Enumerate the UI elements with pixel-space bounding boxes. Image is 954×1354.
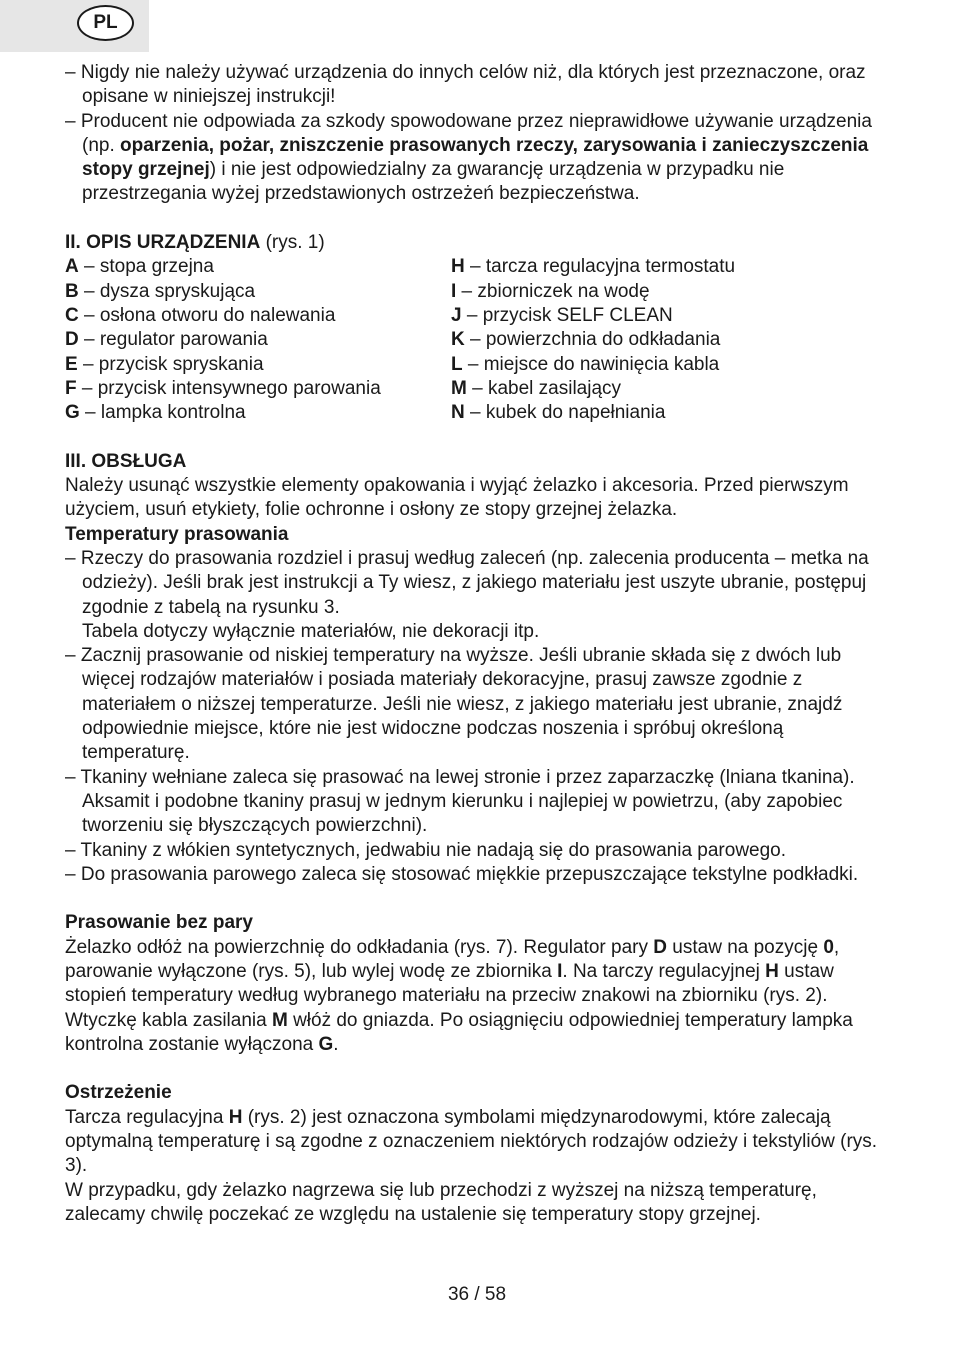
intro-bullet-2: – Producent nie odpowiada za szkody spowodowane przez nieprawidłowe używanie urządzenia (np. oparzenia, pożar, zniszczenie prasowanych rzeczy, zarysowania i zanieczyszczenia stopy grzejnej) i nie jest odpowiedzialny za gwarancję urządzenia w przypadku nie przestrzegania wyżej przedstawionych ostrzeżeń bezpieczeństwa. — [65, 110, 872, 205]
part-item — [65, 377, 451, 401]
part-letter: I — [451, 280, 457, 302]
text-segment: ustaw na pozycję — [667, 936, 824, 958]
dry-ironing-heading: Prasowanie bez pary — [65, 912, 253, 934]
part-description: – zbiorniczek na wodę — [456, 280, 650, 302]
part-description: – przycisk spryskania — [77, 353, 264, 375]
part-item — [451, 328, 895, 352]
part-description: – miejsce do nawinięcia kabla — [462, 353, 720, 375]
part-letter: G — [65, 402, 80, 424]
text-segment: . — [333, 1033, 339, 1055]
part-item — [451, 255, 895, 279]
part-letter: D — [65, 329, 79, 351]
text-segment: , parowanie wyłączone (rys. 5), lub wylej wodę ze zbiornika — [65, 936, 840, 982]
warning-text-1: Tarcza regulacyjna H (rys. 2) jest oznaczona symbolami międzynarodowymi, które zalecają optymalną temperaturę i są zgodne z oznaczeniem niektórych rodzajów odzieży i tekstyliów (rys. 3). — [65, 1106, 878, 1177]
part-description: – osłona otworu do nalewania — [78, 304, 336, 326]
language-badge: PL — [77, 5, 134, 41]
part-item — [65, 401, 451, 425]
part-letter: A — [65, 256, 79, 278]
parts-list — [65, 255, 895, 425]
ironing-temperatures-heading: Temperatury prasowania — [65, 523, 289, 545]
part-letter: L — [451, 353, 463, 375]
section3-intro: Należy usunąć wszystkie elementy opakowania i wyjąć żelazko i akcesoria. Przed pierwszym użyciem, usuń etykiety, folie ochronne i osłony ze stopy grzejnej żelazka. — [65, 475, 849, 521]
part-description: – przycisk SELF CLEAN — [461, 304, 673, 326]
part-item — [451, 280, 895, 304]
part-description: – dysza spryskująca — [78, 280, 256, 302]
part-reference: G — [318, 1033, 334, 1055]
part-reference: 0 — [823, 936, 834, 958]
part-item — [451, 304, 895, 328]
part-description: – tarcza regulacyjna termostatu — [464, 256, 736, 278]
part-description: – regulator parowania — [78, 329, 268, 351]
warning-text-2: W przypadku, gdy żelazko nagrzewa się lub przechodzi z wyższej na niższą temperaturę, zalecamy chwilę poczekać ze względu na ustalenie się temperatury stopy grzejnej. — [65, 1179, 817, 1225]
part-letter: H — [451, 256, 465, 278]
temp-bullet-5: – Do prasowania parowego zaleca się stosować miękkie przepuszczające tekstylne podkładki. — [65, 863, 859, 885]
text-segment: Żelazko odłóż na powierzchnię do odkładania (rys. 7). Regulator pary — [65, 936, 654, 958]
part-item — [451, 401, 895, 425]
part-description: – przycisk intensywnego parowania — [76, 377, 381, 399]
text-segment: włóż do gniazda. Po osiągnięciu odpowiedniej temperatury lampka kontrolna zostanie wyłączona — [65, 1009, 853, 1055]
part-item — [65, 304, 451, 328]
section2-heading: II. OPIS URZĄDZENIA (rys. 1) — [65, 232, 325, 254]
parts-list-right — [451, 255, 895, 425]
part-letter: K — [451, 329, 465, 351]
part-reference: I — [557, 960, 563, 982]
part-description: – kabel zasilający — [466, 377, 622, 399]
part-item — [65, 280, 451, 304]
temp-bullet-1-note: Tabela dotyczy wyłącznie materiałów, nie dekoracji itp. — [82, 620, 540, 642]
part-description: – stopa grzejna — [78, 256, 214, 278]
part-letter: C — [65, 304, 79, 326]
temp-bullet-1: – Rzeczy do prasowania rozdziel i prasuj według zaleceń (np. zalecenia producenta – metka na odzieży). Jeśli brak jest instrukcji a Ty wiesz, z jakiego materiału jest uszyte ubranie, postępuj zgodnie z tabelą na rysunku 3. — [65, 547, 869, 618]
text-segment: ustaw stopień temperatury według wybranego materiału na przeciw znakowi na zbiorniku (rys. 2). Wtyczkę kabla zasilania — [65, 960, 834, 1031]
page-number: 36 / 58 — [447, 1284, 507, 1305]
parts-list-left — [65, 255, 451, 425]
part-letter: M — [451, 377, 467, 399]
section3-heading: III. OBSŁUGA — [65, 450, 187, 472]
temp-bullet-3: – Tkaniny wełniane zaleca się prasować na lewej stronie i przez zaparzaczkę (lniana tkanina). Aksamit i podobne tkaniny prasuj w jednym kierunku i najlepiej w powietrzu, (aby zapobiec tworzeniu się błyszczących powierzchni). — [65, 766, 855, 837]
document-body — [65, 61, 895, 1227]
part-item — [65, 255, 451, 279]
part-description: – lampka kontrolna — [79, 402, 246, 424]
part-item — [451, 377, 895, 401]
warning-heading: Ostrzeżenie — [65, 1082, 172, 1104]
text-segment: . Na tarczy regulacyjnej — [562, 960, 766, 982]
temp-bullet-2: – Zacznij prasowanie od niskiej temperatury na wyższe. Jeśli ubranie składa się z dwóch lub więcej rodzajów materiałów i posiada materiały dekoracyjne, prasuj zawsze zgodnie z materiałem o niższej temperaturze. Jeśli nie wiesz, z jakiego materiału jest ubranie, znajdź odpowiednie miejsce, które nie jest widoczne podczas noszenia i spróbuj określoną temperaturę. — [65, 645, 843, 764]
part-description: – powierzchnia do odkładania — [464, 329, 721, 351]
part-letter: B — [65, 280, 79, 302]
part-letter: E — [65, 353, 78, 375]
part-item — [65, 353, 451, 377]
part-reference: H — [765, 960, 779, 982]
dry-ironing-text — [65, 936, 895, 1057]
language-tab — [0, 0, 149, 52]
part-item — [65, 328, 451, 352]
part-letter: N — [451, 402, 465, 424]
part-letter: F — [65, 377, 77, 399]
part-letter: J — [451, 304, 462, 326]
temp-bullet-4: – Tkaniny z włókien syntetycznych, jedwabiu nie nadają się do prasowania parowego. — [65, 839, 787, 861]
part-reference: D — [653, 936, 667, 958]
intro-bullet-1: – Nigdy nie należy używać urządzenia do innych celów niż, dla których jest przeznaczone, oraz opisane w niniejszej instrukcji! — [65, 62, 866, 108]
part-description: – kubek do napełniania — [464, 402, 666, 424]
part-item — [451, 353, 895, 377]
part-reference: M — [271, 1009, 288, 1031]
